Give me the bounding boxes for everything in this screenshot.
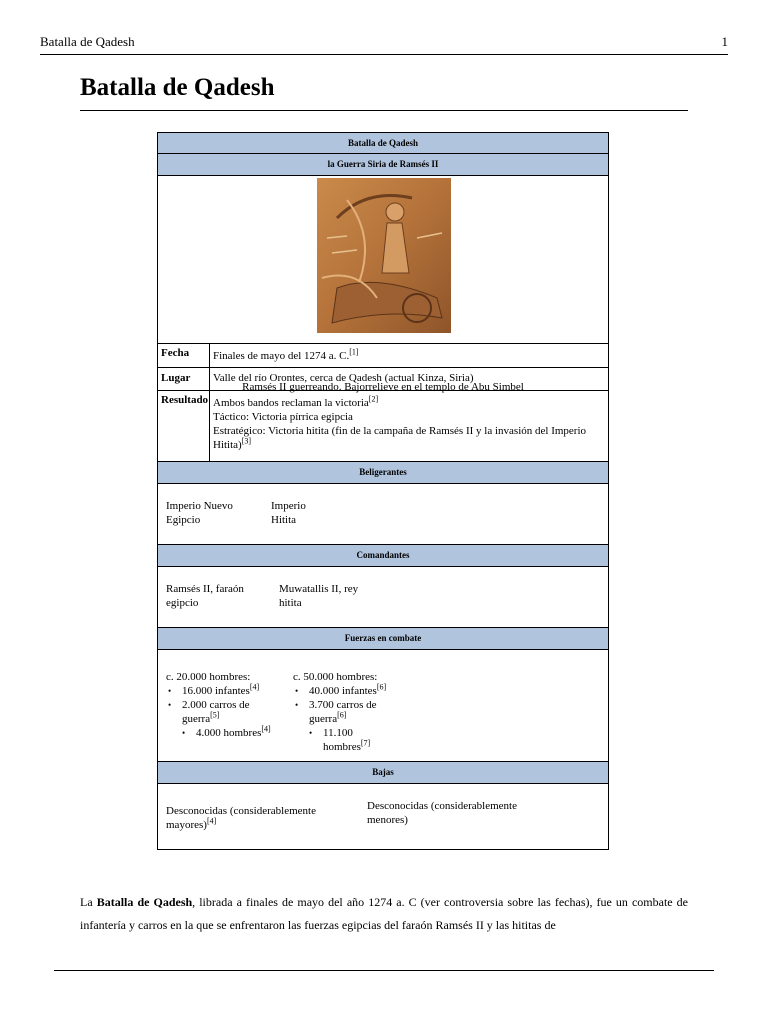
ref-link[interactable]: [5] bbox=[210, 710, 220, 720]
list-item: • 16.000 infantes[4] bbox=[166, 684, 278, 698]
fuerzas-egipcias-total: c. 20.000 hombres: bbox=[166, 671, 251, 683]
page-number: 1 bbox=[721, 34, 728, 49]
infobox-subtitle[interactable]: la Guerra Siria de Ramsés II bbox=[158, 154, 608, 176]
section-fuerzas bbox=[158, 650, 608, 762]
label-resultado: Resultado bbox=[158, 391, 210, 461]
header-bajas: Bajas bbox=[158, 762, 608, 784]
ref-link[interactable]: [2] bbox=[368, 394, 379, 404]
footer-rule bbox=[54, 970, 714, 971]
list-item: • 4.000 hombres[4] bbox=[166, 726, 278, 740]
body-text: , librada a finales de mayo del año 1274 a. C (ver controversia sobre las fechas), fue un combate de infantería y carros en la que se enfrentaron las fuerzas egipcias del faraón Ramsés II y las hititas de bbox=[80, 895, 688, 932]
value-lugar[interactable]: Valle del río Orontes, cerca de Qadesh (actual Kinza, Siria) bbox=[213, 372, 474, 384]
header-comandantes: Comandantes bbox=[158, 545, 608, 567]
row-fecha bbox=[158, 344, 608, 368]
bajas-hititas: Desconocidas (considerablemente menores) bbox=[367, 800, 517, 826]
ref-link[interactable]: [4] bbox=[249, 682, 260, 692]
resultado-line3[interactable]: Estratégico: Victoria hitita (fin de la campaña de Ramsés II y la invasión del Imperio Hitita) bbox=[213, 425, 587, 451]
label-lugar: Lugar bbox=[158, 368, 210, 390]
fuerzas-hititas bbox=[293, 670, 398, 754]
fecha-text: Finales de mayo del 1274 a. C. bbox=[213, 350, 350, 362]
body-paragraph bbox=[80, 891, 688, 937]
image-caption: Ramsés II guerreando. Bajorrelieve en el templo de Abu Simbel bbox=[242, 381, 524, 393]
beligerante-hitita[interactable]: Imperio Hitita bbox=[271, 500, 306, 526]
resultado-line2: Táctico: Victoria pírrica egipcia bbox=[213, 411, 353, 423]
comandante-egipcio[interactable]: Ramsés II, faraón egipcio bbox=[166, 583, 244, 609]
running-header bbox=[40, 34, 728, 50]
list-item: • 40.000 infantes[6] bbox=[293, 684, 398, 698]
resultado-line1: Ambos bandos reclaman la victoria bbox=[213, 397, 369, 409]
list-item: • 11.100 hombres[7] bbox=[293, 726, 398, 754]
relief-image[interactable] bbox=[317, 178, 451, 333]
infobox bbox=[157, 132, 609, 850]
bajas-egipcias: Desconocidas (considerablemente mayores)[4] bbox=[166, 805, 316, 831]
title-rule bbox=[80, 110, 688, 111]
header-beligerantes: Beligerantes bbox=[158, 462, 608, 484]
running-title: Batalla de Qadesh bbox=[40, 34, 135, 49]
header-fuerzas: Fuerzas en combate bbox=[158, 628, 608, 650]
infobox-title: Batalla de Qadesh bbox=[158, 133, 608, 154]
header-rule bbox=[40, 54, 728, 55]
value-resultado bbox=[210, 391, 608, 461]
ref-link[interactable]: [7] bbox=[360, 738, 371, 748]
ref-link[interactable]: [6] bbox=[337, 710, 347, 720]
page-title: Batalla de Qadesh bbox=[80, 74, 275, 101]
value-fecha bbox=[210, 344, 608, 367]
ref-link[interactable]: [4] bbox=[206, 816, 217, 826]
section-beligerantes bbox=[158, 484, 608, 545]
comandante-hitita[interactable]: Muwatallis II, rey hitita bbox=[279, 583, 359, 609]
list-item: • 3.700 carros de guerra[6] • 11.100 hombres[7] bbox=[293, 698, 398, 754]
ref-link[interactable]: [4] bbox=[261, 724, 271, 734]
beligerante-egipto[interactable]: Imperio Nuevo Egipcio bbox=[166, 500, 233, 526]
ref-link[interactable]: [6] bbox=[376, 682, 387, 692]
body-bold-term: Batalla de Qadesh bbox=[96, 895, 193, 909]
list-item: • 2.000 carros de guerra[5] • 4.000 hombres[4] bbox=[166, 698, 278, 740]
fuerzas-egipcias bbox=[166, 670, 278, 740]
ref-link[interactable]: [1] bbox=[349, 347, 359, 357]
ref-link[interactable]: [3] bbox=[241, 436, 252, 446]
section-comandantes bbox=[158, 567, 608, 628]
label-fecha: Fecha bbox=[158, 344, 210, 367]
body-lead: La bbox=[80, 895, 93, 909]
row-resultado bbox=[158, 391, 608, 462]
fuerzas-hititas-total: c. 50.000 hombres: bbox=[293, 671, 378, 683]
section-bajas bbox=[158, 784, 608, 849]
